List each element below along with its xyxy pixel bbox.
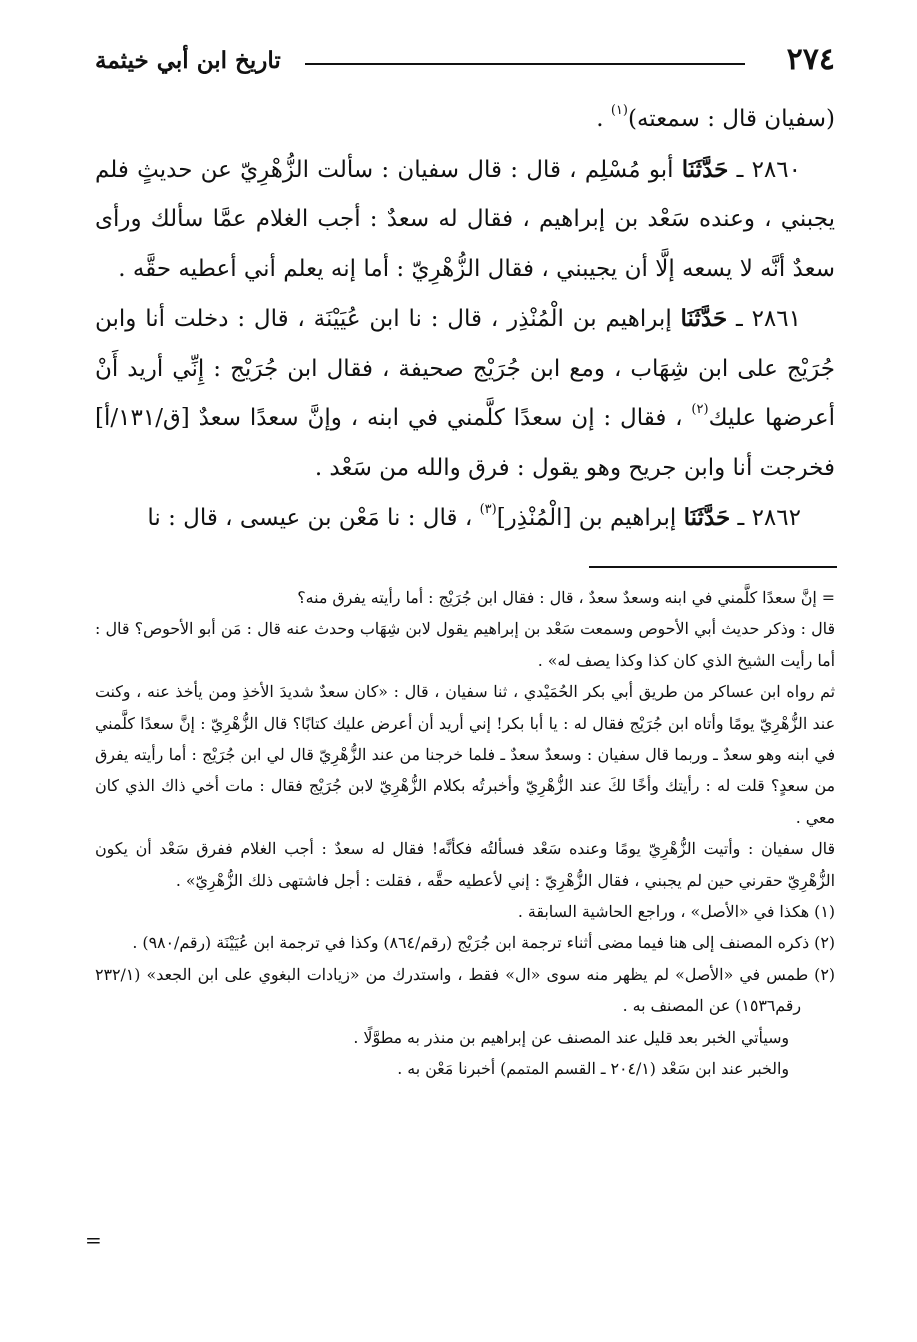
footnote-marker-3: (٣) [479, 502, 497, 517]
hadith-keyword: حَدَّثَنَا [683, 504, 731, 531]
hadith-number: ٢٨٦٢ ـ [730, 505, 801, 531]
running-title: تاريخ ابن أبي خيثمة [95, 47, 281, 74]
hadith-text: إبراهيم بن الْمُنْذِر ، قال : نا ابن عُيَيْنَة ، قال : دخلت أنا وابن جُرَيْج على ابن شِهَاب ، ومع ابن جُرَيْج صحيفة ، فقال ابن جُرَيْج : إِنِّي أريد أَنْ أعرضها عليك [95, 306, 835, 431]
footnotes [95, 582, 835, 1085]
hadith-2861 [95, 294, 835, 493]
footnote-marker-1: (١) [610, 103, 628, 118]
hadith-text: أبو مُسْلِم ، قال : قال سفيان : سألت الزُّهْرِيّ عن حديثٍ فلم يجبني ، وعنده سَعْد بن إبراهيم ، فقال له سعدٌ : أجب الغلام عمَّا سألك ورأى سعدٌ أنَّه لا يسعه إلَّا أن يجيبني ، فقال الزُّهْرِيّ : أما إنه يعلم أني أعطيه حقَّه . [95, 156, 835, 282]
page-number: ٢٧٤ [786, 42, 835, 77]
intro-line: (سفيان قال : سمعته)$^{(١)}$ . [596, 103, 835, 132]
hadith-text: ، فقال : إن سعدًا كلَّمني في ابنه ، وإنَّ سعدًا سعدٌ [ق/١٣١/أ] فخرجت أنا وابن جريح وهو يقول : فرق والله من سَعْد . [95, 405, 835, 481]
footnote-3: (٢) طمس في «الأصل» لم يظهر منه سوى «ال» فقط ، واستدرك من «زيادات البغوي على ابن الجعد» (٢٣٢/١ رقم١٥٣٦) عن المصنف به . [95, 964, 835, 1016]
footnote-marker-2: (٢) [691, 402, 709, 417]
footnote-separator [589, 566, 837, 568]
continuation-mark: = [85, 1228, 102, 1252]
hadith-2860 [95, 145, 835, 295]
hadith-keyword: حَدَّثَنَا [680, 305, 728, 332]
header-rule [305, 63, 745, 65]
footnote-2: (٢) ذكره المصنف إلى هنا فيما مضى أثناء ترجمة ابن جُرَيْج (رقم/٨٦٤) وكذا في ترجمة ابن عُيَيْنَة (رقم/٩٨٠) . [132, 933, 835, 953]
hadith-keyword: حَدَّثَنَا [681, 155, 729, 183]
footnote-3-extra: وسيأتي الخبر بعد قليل عند المصنف عن إبراهيم بن منذر به مطوَّلًا . [353, 1027, 789, 1047]
hadith-text: ، قال : نا مَعْن بن عيسى ، قال : نا [147, 505, 480, 531]
page-header [95, 40, 835, 84]
hadith-text: إبراهيم بن [الْمُنْذِر] [496, 505, 684, 531]
hadith-number: ٢٨٦٠ ـ [728, 156, 801, 183]
hadith-2862 [95, 493, 835, 544]
main-text [95, 95, 835, 544]
footnote-continuation: ثم رواه ابن عساكر من طريق أبي بكر الحُمَيْدي ، ثنا سفيان ، قال : «كان سعدٌ شديدَ الأخذِ ومن يأخذ عنه ، وكنت عند الزُّهْرِيّ يومًا وأتاه ابن جُرَيْج فقال له : يا أبا بكر! إني أريد أن أعرض عليك كتابًا؟ قال الزُّهْرِيّ : إنَّ سعدًا كلَّمني في ابنه وهو سعدٌ ـ وربما قال سفيان : وسعدٌ سعدٌ ـ فلما خرجنا من عند الزُّهْرِيّ قال لي ابن جُرَيْج : أما رأيته يفرق من سعدٍ؟ قلت له : رأيتك وأخًا لكَ عند الزُّهْرِيّ وأخبرتُه بكلام الزُّهْرِيّ لابن جُرَيْج فقال : مات أخي ذاك الذي كان معي . [95, 682, 835, 827]
footnote-1: (١) هكذا في «الأصل» ، وراجع الحاشية السابقة . [517, 902, 835, 922]
hadith-number: ٢٨٦١ ـ [727, 306, 801, 332]
footnote-3-extra: والخبر عند ابن سَعْد (٢٠٤/١ ـ القسم المتمم) أخبرنا مَعْن به . [397, 1059, 789, 1079]
footnote-continuation: قال سفيان : وأتيت الزُّهْرِيّ يومًا وعنده سَعْد فسألتُه فكأنَّه! فقال له سعدٌ : أجب الغلام ففرق سَعْد أن يكون الزُّهْرِيّ حقرني حين لم يجبني ، فقال الزُّهْرِيّ : إني لأعطيه حقَّه ، فقلت : أجل فاشتهى ذلك الزُّهْرِيّ» . [95, 839, 835, 890]
footnote-continuation: قال : وذكر حديث أبي الأحوص وسمعت سَعْد بن إبراهيم يقول لابن شِهَاب وحدث عنه قال : مَن أبو الأحوص؟ قال : أما رأيت الشيخ الذي كان كذا وكذا يصف له» . [95, 619, 835, 670]
footnote-continuation: = إنَّ سعدًا كلَّمني في ابنه وسعدٌ سعدٌ ، قال : فقال ابن جُرَيْج : أما رأيته يفرق منه؟ [297, 588, 835, 607]
